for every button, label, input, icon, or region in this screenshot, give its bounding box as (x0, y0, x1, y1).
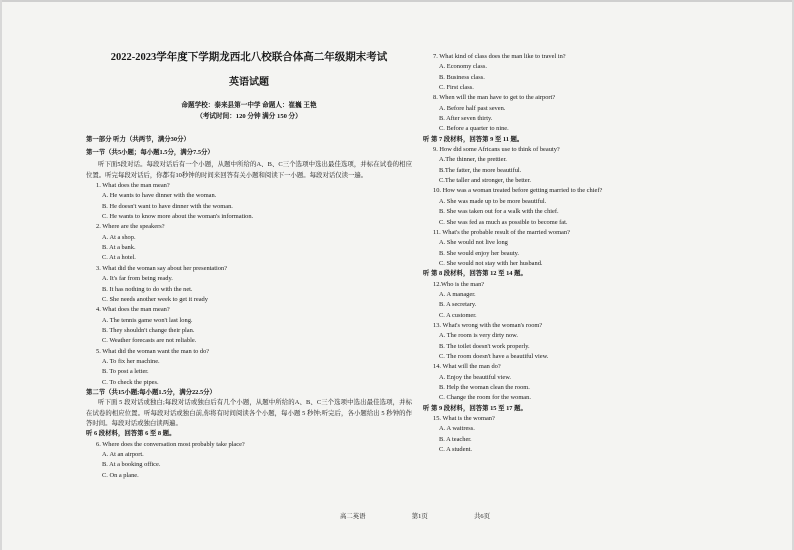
answer-option: A.The thinner, the prettier. (439, 156, 507, 164)
answer-option: A. She was made up to be more beautiful. (439, 197, 547, 205)
question-text: 2. Where are the speakers? (96, 223, 165, 231)
section-heading: 第二节（共15小题;每小题1.5分，满分22.5分） (86, 388, 216, 396)
answer-option: C. At a hotel. (102, 254, 136, 262)
footer-total-pages: 共6页 (474, 513, 490, 520)
question-text: 15. What is the woman? (433, 415, 495, 423)
exam-subtitle: 英语试题 (229, 77, 269, 88)
question-text: 10. How was a woman treated before getting married to the chief? (433, 187, 603, 195)
question-text: 1. What does the man mean? (96, 182, 170, 190)
answer-option: C. A customer. (439, 311, 477, 319)
question-text: 6. Where does the conversation most probably take place? (96, 440, 245, 448)
answer-option: C. To check the pipes. (102, 378, 159, 386)
answer-option: C. He wants to know more about the woman's information. (102, 213, 254, 221)
answer-option: A. He wants to have dinner with the woman. (102, 192, 217, 200)
question-text: 3. What did the woman say about her presentation? (96, 264, 228, 272)
answer-option: C. Change the room for the woman. (439, 394, 531, 402)
answer-option: A. It's far from being ready. (102, 275, 173, 283)
question-text: 14. What will the man do? (433, 363, 501, 371)
footer-subject: 高二英语 (340, 513, 366, 520)
answer-option: B. At a bank. (102, 244, 136, 252)
answer-option: B. She would enjoy her beauty. (439, 249, 519, 257)
answer-option: A. The tennis game won't last long. (102, 316, 193, 324)
answer-option: C. She would not stay with her husband. (439, 259, 543, 267)
answer-option: C. First class. (439, 84, 474, 92)
answer-option: A. At a shop. (102, 233, 136, 241)
answer-option: B. Business class. (439, 73, 485, 81)
answer-option: C.The taller and stronger, the better. (439, 177, 532, 185)
answer-option: B. After seven thirty. (439, 115, 493, 123)
answer-option: A. To fix her machine. (102, 357, 160, 365)
answer-option: A. Before half past seven. (439, 104, 506, 112)
right-column (423, 0, 753, 455)
answer-option: B. She was taken out for a walk with the chief. (439, 208, 559, 216)
answer-option: B. They shouldn't change their plan. (102, 326, 195, 334)
answer-option: B.The fatter, the more beautiful. (439, 166, 522, 174)
page-footer (340, 511, 490, 520)
material-heading: 听 第 8 段材料，回答第 12 至 14 题。 (423, 270, 527, 278)
answer-option: C. She was fed as much as possible to become fat. (439, 218, 568, 226)
material-heading: 听 第 7 段材料，回答第 9 至 11 题。 (423, 135, 524, 143)
answer-option: A. She would not live long (439, 239, 508, 247)
exam-info: （考试时间：120 分钟 满分 150 分） (196, 113, 302, 121)
answer-option: C. The room doesn't have a beautiful view. (439, 352, 549, 360)
question-text: 13. What's wrong with the woman's room? (433, 321, 543, 329)
section-instructions: 听下面5段对话。每段对话后有一个小题，从题中所给的A、B、C三个选项中选出最佳选项，并标在试卷的相应位置。听完每段对话后，你都有10秒钟的时间来回答有关小题和阅读下一小题。每段对话仅读一遍。 (86, 161, 412, 179)
answer-option: B. At a booking office. (102, 461, 161, 469)
answer-option: C. Weather forecasts are not reliable. (102, 337, 197, 345)
question-text: 9. How did some Africans use to think of beauty? (433, 146, 560, 154)
answer-option: C. Before a quarter to nine. (439, 125, 509, 133)
answer-option: B. A teacher. (439, 435, 472, 443)
exam-title: 2022-2023学年度下学期龙西北八校联合体高二年级期末考试 (110, 52, 388, 63)
answer-option: B. He doesn't want to have dinner with the woman. (102, 202, 233, 210)
material-heading: 听 6 段材料，回答第 6 至 8 题。 (86, 430, 176, 438)
answer-option: B. It has nothing to do with the net. (102, 285, 193, 293)
question-text: 5. What did the woman want the man to do? (96, 347, 210, 355)
answer-option: A. A waitress. (439, 425, 475, 433)
exam-setters: 命题学校：泰来县第一中学 命题人：崔巍 王艳 (181, 102, 317, 109)
answer-option: B. To post a letter. (102, 368, 149, 376)
question-text: 12.Who is the man? (433, 280, 485, 288)
answer-option: A. Economy class. (439, 63, 487, 71)
left-column (86, 0, 412, 481)
scan-edge (0, 0, 2, 550)
answer-option: B. Help the woman clean the room. (439, 384, 530, 391)
section-instructions: 听下面 5 段对话或独白;每段对话或独白后有几个小题，从题中所给的A、B、C三个选项中选出最佳选项，并标在试卷的相应位置。听每段对话或独白前,你将有时间阅读各个小题，每小题 5 秒钟;听完后，各小题给出 5 秒钟的作答时间。每段对话或独白读两遍。 (86, 399, 412, 427)
answer-option: C. On a plane. (102, 471, 139, 479)
question-text: 11. What's the probable result of the married woman? (433, 228, 570, 236)
answer-option: C. She needs another week to get it ready (102, 295, 208, 303)
answer-option: A. At an airport. (102, 451, 144, 458)
answer-option: A. A manager. (439, 290, 476, 298)
question-text: 7. What kind of class does the man like to travel in? (433, 53, 566, 60)
material-heading: 听 第 9 段材料，回答第 15 至 17 题。 (423, 404, 527, 412)
answer-option: A. Enjoy the beautiful view. (439, 373, 511, 381)
answer-option: A. The room is very dirty now. (439, 332, 518, 340)
answer-option: C. A student. (439, 446, 473, 454)
footer-page-number: 第1页 (411, 513, 428, 520)
question-text: 4. What does the man mean? (96, 306, 170, 314)
answer-option: B. The toilet doesn't work properly. (439, 342, 530, 350)
question-text: 8. When will the man have to get to the airport? (433, 94, 556, 102)
part-heading: 第一部分 听力（共两节，满分30分） (86, 135, 190, 143)
section-heading: 第一节（共5小题；每小题1.5分，满分7.5分） (86, 149, 214, 157)
answer-option: B. A secretary. (439, 301, 477, 309)
